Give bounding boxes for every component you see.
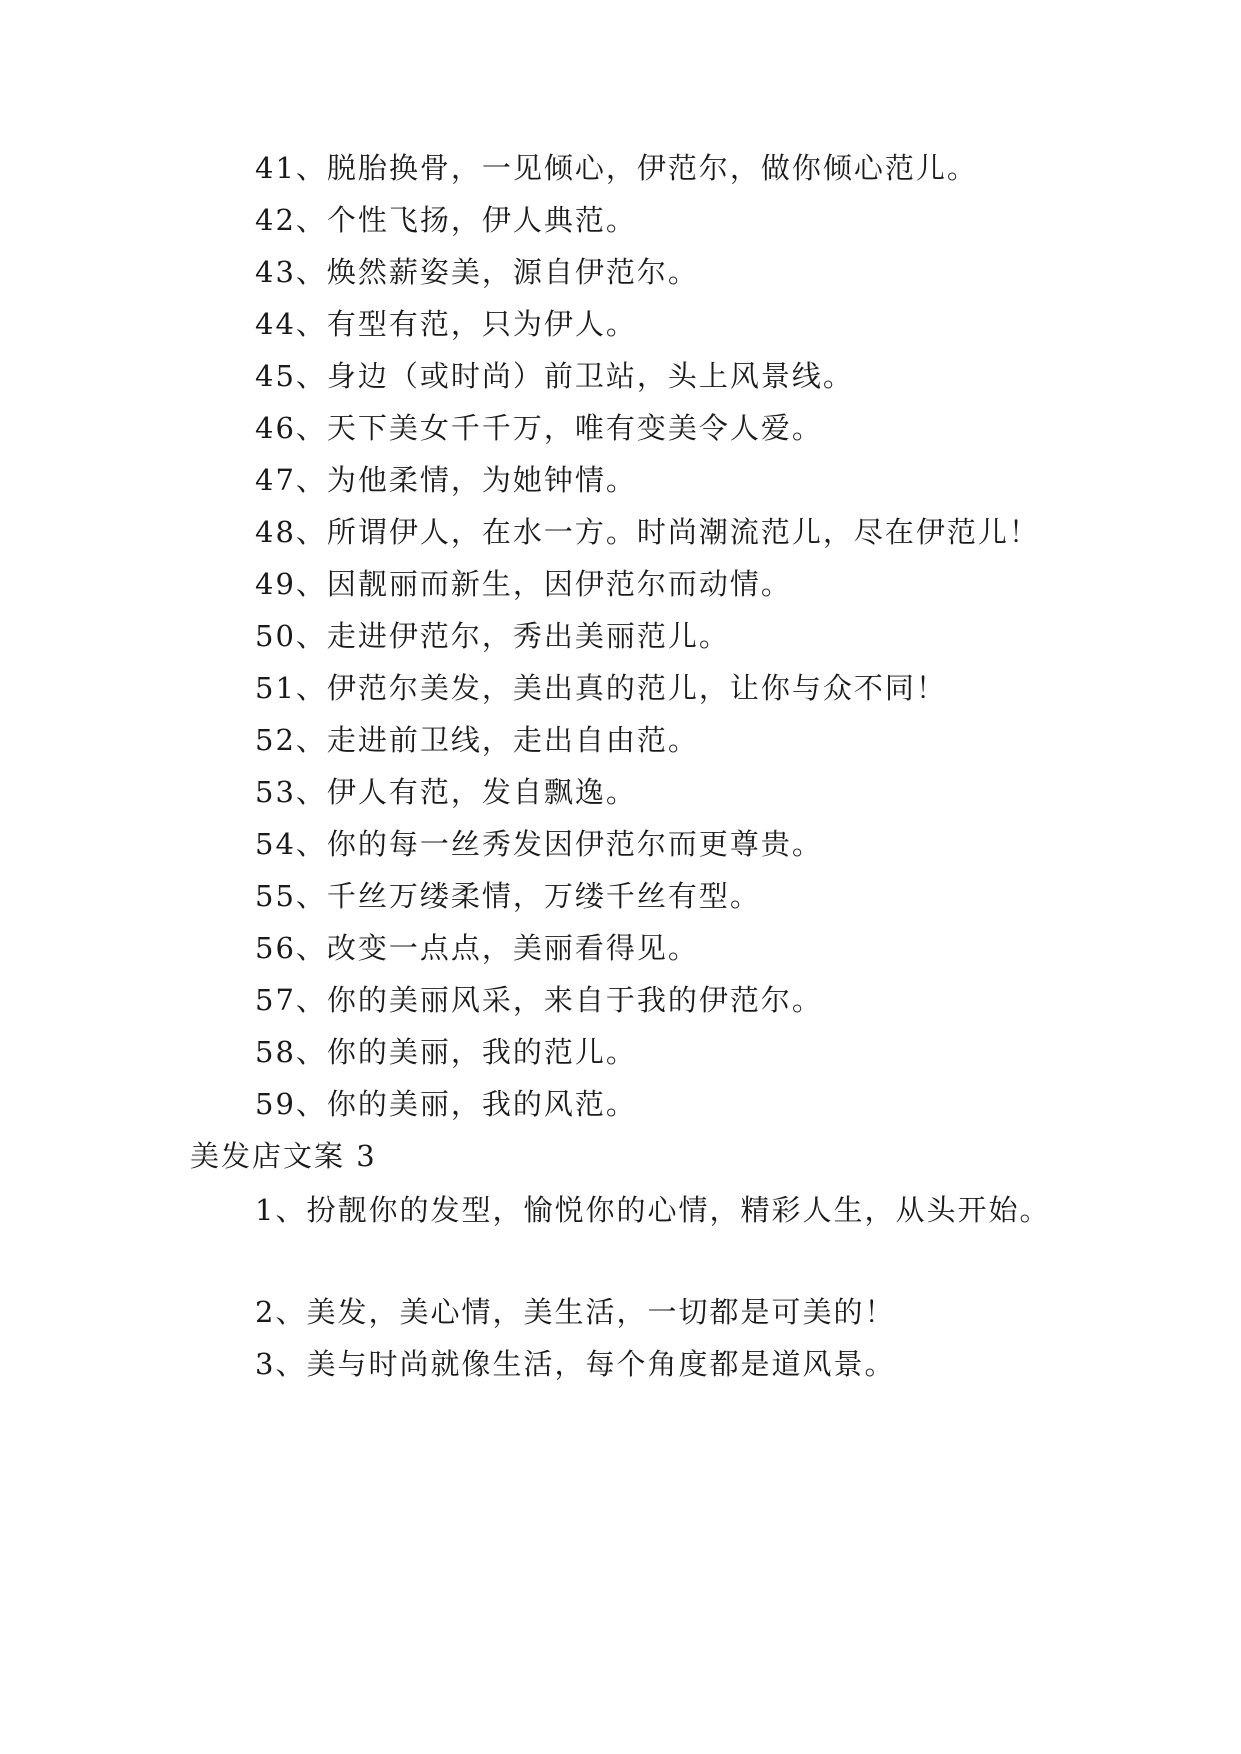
section-heading: 美发店文案 3	[190, 1139, 377, 1173]
list-item: 44、有型有范，只为伊人。	[255, 307, 637, 341]
list-item: 50、走进伊范尔，秀出美丽范儿。	[255, 619, 730, 653]
list-item: 45、身边（或时尚）前卫站，头上风景线。	[255, 359, 854, 393]
list-item: 2、美发，美心情，美生活，一切都是可美的！	[255, 1295, 896, 1329]
list-item: 48、所谓伊人，在水一方。时尚潮流范儿，尽在伊范儿！	[255, 515, 1040, 549]
list-item: 1、扮靓你的发型，愉悦你的心情，精彩人生，从头开始。	[255, 1193, 1051, 1227]
list-item: 51、伊范尔美发，美出真的范儿，让你与众不同！	[255, 671, 947, 705]
list-item: 47、为他柔情，为她钟情。	[255, 463, 637, 497]
list-item: 53、伊人有范，发自飘逸。	[255, 775, 637, 809]
list-item: 43、焕然薪姿美，源自伊范尔。	[255, 255, 699, 289]
list-item: 3、美与时尚就像生活，每个角度都是道风景。	[255, 1347, 896, 1381]
list-item: 52、走进前卫线，走出自由范。	[255, 723, 699, 757]
list-item: 46、天下美女千千万，唯有变美令人爱。	[255, 411, 823, 445]
list-item: 59、你的美丽，我的风范。	[255, 1087, 637, 1121]
list-item: 57、你的美丽风采，来自于我的伊范尔。	[255, 983, 823, 1017]
list-item: 55、千丝万缕柔情，万缕千丝有型。	[255, 879, 761, 913]
list-item: 41、脱胎换骨，一见倾心，伊范尔，做你倾心范儿。	[255, 151, 978, 185]
list-item: 42、个性飞扬，伊人典范。	[255, 203, 637, 237]
list-item: 56、改变一点点，美丽看得见。	[255, 931, 699, 965]
list-item: 54、你的每一丝秀发因伊范尔而更尊贵。	[255, 827, 823, 861]
list-item: 58、你的美丽，我的范儿。	[255, 1035, 637, 1069]
list-item: 49、因靓丽而新生，因伊范尔而动情。	[255, 567, 792, 601]
